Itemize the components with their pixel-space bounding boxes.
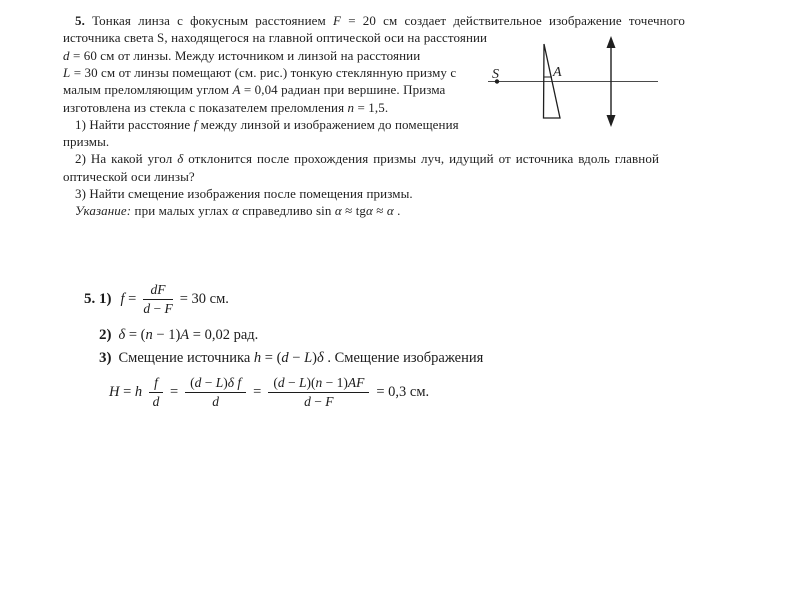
solution-step-2-label: 2) bbox=[99, 326, 112, 343]
statement-line-10: оптической оси линзы? bbox=[63, 169, 195, 184]
solution-step-1-result: = 30 см. bbox=[179, 290, 229, 307]
equals-sign: = bbox=[169, 383, 179, 400]
fraction-denominator: d − F bbox=[304, 393, 334, 409]
statement-line-8: призмы. bbox=[63, 134, 110, 149]
statement-line-12: Указание: при малых углах α справедливо sin α ≈ tgα ≈ α . bbox=[75, 203, 401, 218]
h-formula-result: = 0,3 см. bbox=[376, 383, 430, 400]
fraction-denominator: d bbox=[212, 393, 220, 409]
optical-scheme-figure bbox=[485, 30, 670, 135]
statement-line-1: 5. Тонкая линза с фокусным расстоянием F = 20 см создает действительное изображение точечного bbox=[75, 13, 685, 28]
statement-line-4: L = 30 см от линзы помещают (см. рис.) тонкую стеклянную призму с bbox=[63, 65, 457, 80]
equals-sign: = bbox=[253, 383, 262, 400]
fraction-numerator: f bbox=[149, 375, 163, 393]
statement-line-6: изготовлена из стекла с показателем преломления n = 1,5. bbox=[63, 100, 389, 115]
solution-step-1 bbox=[84, 280, 231, 318]
solution-step-1-label: 5. 1) bbox=[84, 290, 112, 307]
fraction-denominator: d − F bbox=[143, 300, 173, 316]
apex-label: A bbox=[553, 65, 562, 80]
solution-step-1-lhs: f = bbox=[120, 290, 137, 307]
fraction-denominator: d bbox=[152, 393, 160, 409]
solution-step-3 bbox=[99, 349, 483, 367]
fraction-numerator: (d − L)δ f bbox=[185, 375, 246, 393]
solution-step-3-result bbox=[107, 370, 431, 414]
solution-step-2 bbox=[99, 326, 258, 344]
lens-arrowhead-down bbox=[607, 115, 616, 127]
lens-arrowhead-up bbox=[607, 36, 616, 48]
statement-line-2: источника света S, находящегося на главной оптической оси на расстоянии bbox=[63, 30, 488, 45]
source-label: S bbox=[492, 67, 499, 82]
h-formula-lhs: H = h bbox=[109, 383, 143, 400]
statement-line-7: 1) Найти расстояние f между линзой и изображением до помещения bbox=[75, 117, 459, 132]
statement-line-9: 2) На какой угол δ отклонится после прохождения призмы луч, идущий от источника вдоль главной bbox=[75, 151, 660, 166]
fraction bbox=[143, 282, 172, 316]
statement-line-5: малым преломляющим углом A = 0,04 радиан при вершине. Призма bbox=[63, 82, 446, 97]
statement-line-3: d = 60 см от линзы. Между источником и линзой на расстоянии bbox=[63, 48, 421, 63]
fraction bbox=[149, 375, 163, 409]
fraction bbox=[268, 375, 369, 409]
fraction-numerator: (d − L)(n − 1)AF bbox=[268, 375, 369, 393]
solution-step-2-formula: δ = (n − 1)A = 0,02 рад. bbox=[118, 326, 259, 343]
solution-step-3-formula: Смещение источника h = (d − L)δ . Смещение изображения bbox=[118, 349, 484, 366]
fraction-numerator: dF bbox=[143, 282, 172, 300]
statement-line-11: 3) Найти смещение изображения после помещения призмы. bbox=[75, 186, 413, 201]
solution-step-3-label: 3) bbox=[99, 349, 112, 366]
fraction bbox=[185, 375, 246, 409]
